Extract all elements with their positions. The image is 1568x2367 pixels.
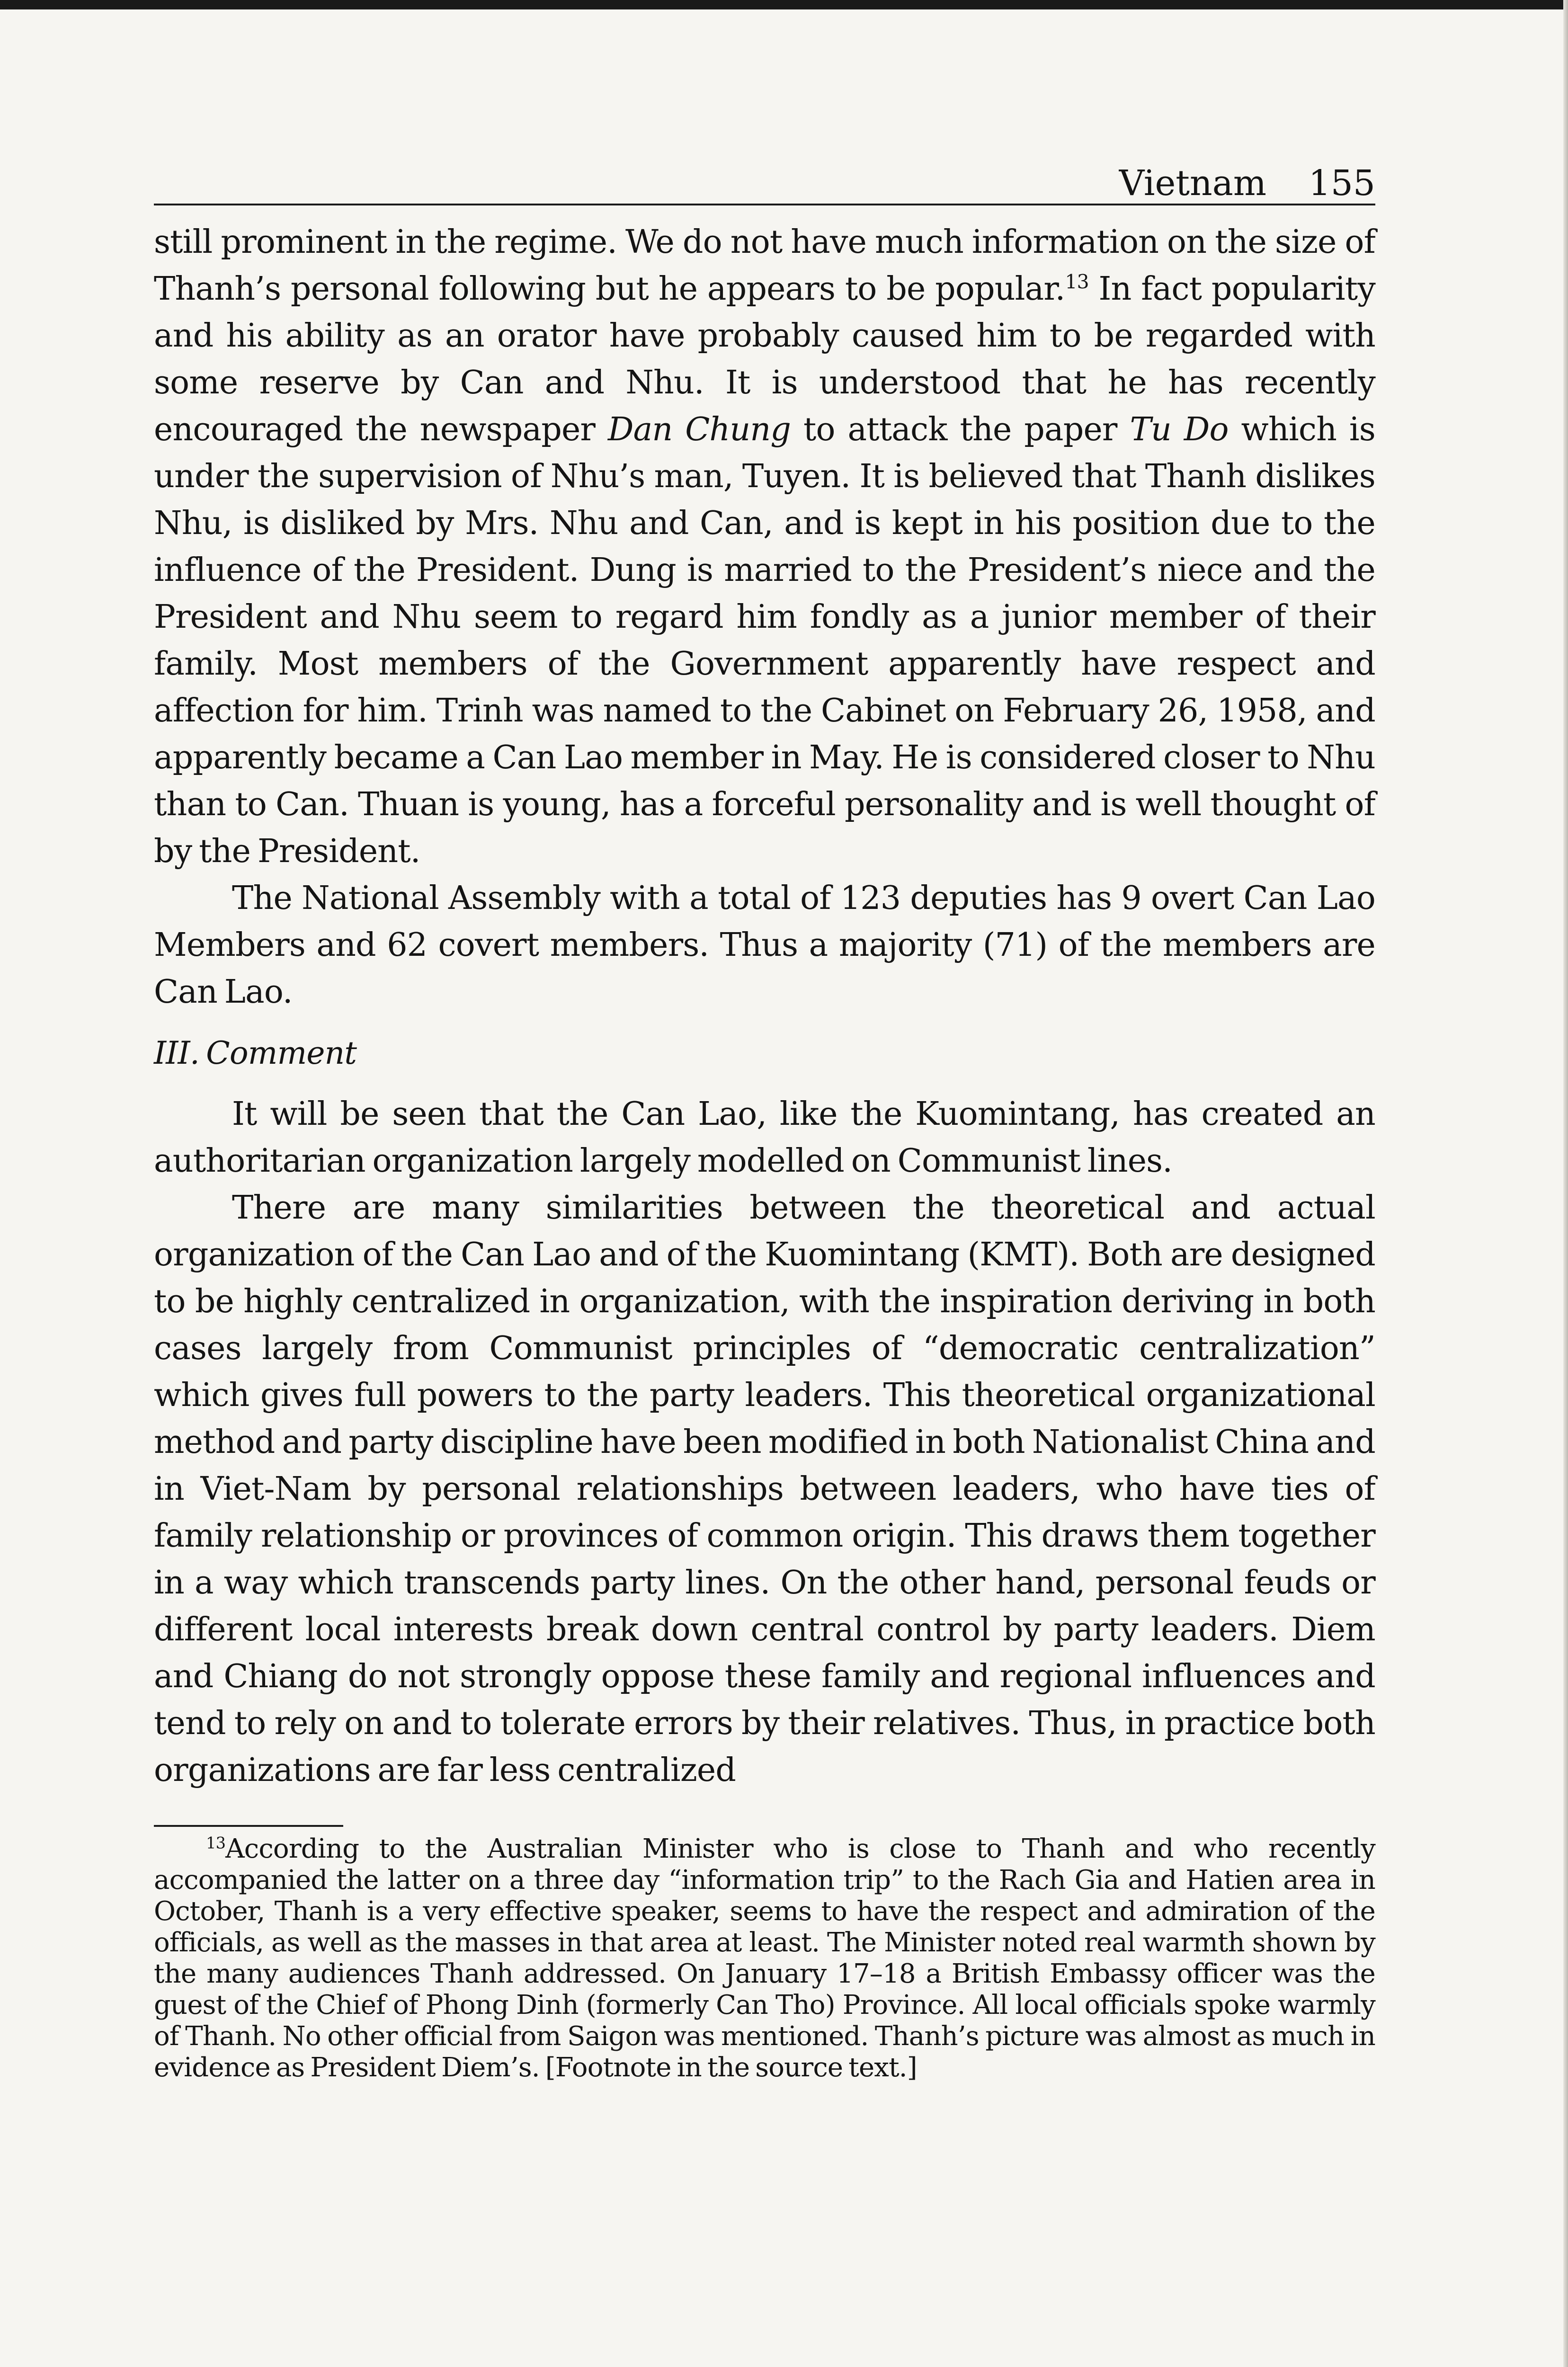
- scan-right-edge: [1563, 0, 1568, 2367]
- running-head: [154, 156, 1375, 205]
- paragraph-1-text-a: still prominent in the regime. We do not have much information on the size of Thanh’s personal following but he appears to be popular.: [154, 223, 1375, 308]
- running-head-title: Vietnam: [1119, 163, 1266, 204]
- paragraph-2: The National Assembly with a total of 123 deputies has 9 overt Can Lao Members and 62 covert members. Thus a majority (71) of the members are Can Lao.: [154, 880, 1375, 1011]
- footnote-rule: [154, 1825, 343, 1827]
- paragraph-1-text-c: to attack the paper: [791, 411, 1130, 448]
- footnote-marker: 13: [206, 1833, 226, 1852]
- footnote-text: According to the Australian Minister who is close to Thanh and who recently accompanied the latter on a three day “information trip” to the Rach Gia and Hatien area in October, Thanh is a very effective speaker, seems to have the respect and admiration of the officials, as well as the masses in that area at least. The Minister noted real warmth shown by the many audiences Thanh addressed. On January 17–18 a British Embassy officer was the guest of the Chief of Phong Dinh (formerly Can Tho) Province. All local officials spoke warmly of Thanh. No other official from Saigon was mentioned. Thanh’s picture was almost as much in evidence as President Diem’s. [Footnote in the source text.]: [154, 1833, 1375, 2083]
- page-number: 155: [1308, 163, 1375, 204]
- scan-top-edge: [0, 0, 1568, 9]
- section-heading: III. Comment: [154, 1035, 357, 1071]
- document-page: [154, 156, 1375, 2110]
- newspaper-name-dan-chung: Dan Chung: [607, 411, 791, 448]
- footnote: [154, 1833, 1375, 2083]
- newspaper-name-tu-do: Tu Do: [1130, 411, 1229, 448]
- footnote-reference: 13: [1065, 270, 1089, 294]
- paragraph-1-text-d: which is under the supervision of Nhu’s man, Tuyen. It is believed that Thanh dislikes Nhu, is disliked by Mrs. Nhu and Can, and is kept in his position due to the influence of the President. Dung is married to the President’s niece and the President and Nhu seem to regard him fondly as a junior member of their family. Most members of the Government apparently have respect and affection for him. Trinh was named to the Cabinet on February 26, 1958, and apparently became a Can Lao member in May. He is considered closer to Nhu than to Can. Thuan is young, has a forceful personality and is well thought of by the President.: [154, 411, 1375, 870]
- paragraph-4: There are many similarities between the theoretical and actual organization of the Can Lao and of the Kuomintang (KMT). Both are designed to be highly centralized in organization, with the inspiration deriving in both cases largely from Communist principles of “democratic centralization” which gives full powers to the party leaders. This theoretical organizational method and party discipline have been modified in both Nationalist China and in Viet-Nam by personal relationships between leaders, who have ties of family relationship or provinces of common origin. This draws them together in a way which transcends party lines. On the other hand, personal feuds or different local interests break down central control by party leaders. Diem and Chiang do not strongly oppose these family and regional influences and tend to rely on and to tolerate errors by their relatives. Thus, in practice both organizations are far less centralized: [154, 1189, 1375, 1789]
- paragraph-3: It will be seen that the Can Lao, like the Kuomintang, has created an authoritarian organization largely modelled on Communist lines.: [154, 1095, 1375, 1180]
- body-text: [154, 219, 1375, 1794]
- paragraph-1-text-b: In fact popularity and his ability as an orator have probably caused him to be regarded with some reserve by Can and Nhu. It is understood that he has recently encouraged the newspaper: [154, 270, 1375, 448]
- paragraph-1: [154, 219, 1375, 875]
